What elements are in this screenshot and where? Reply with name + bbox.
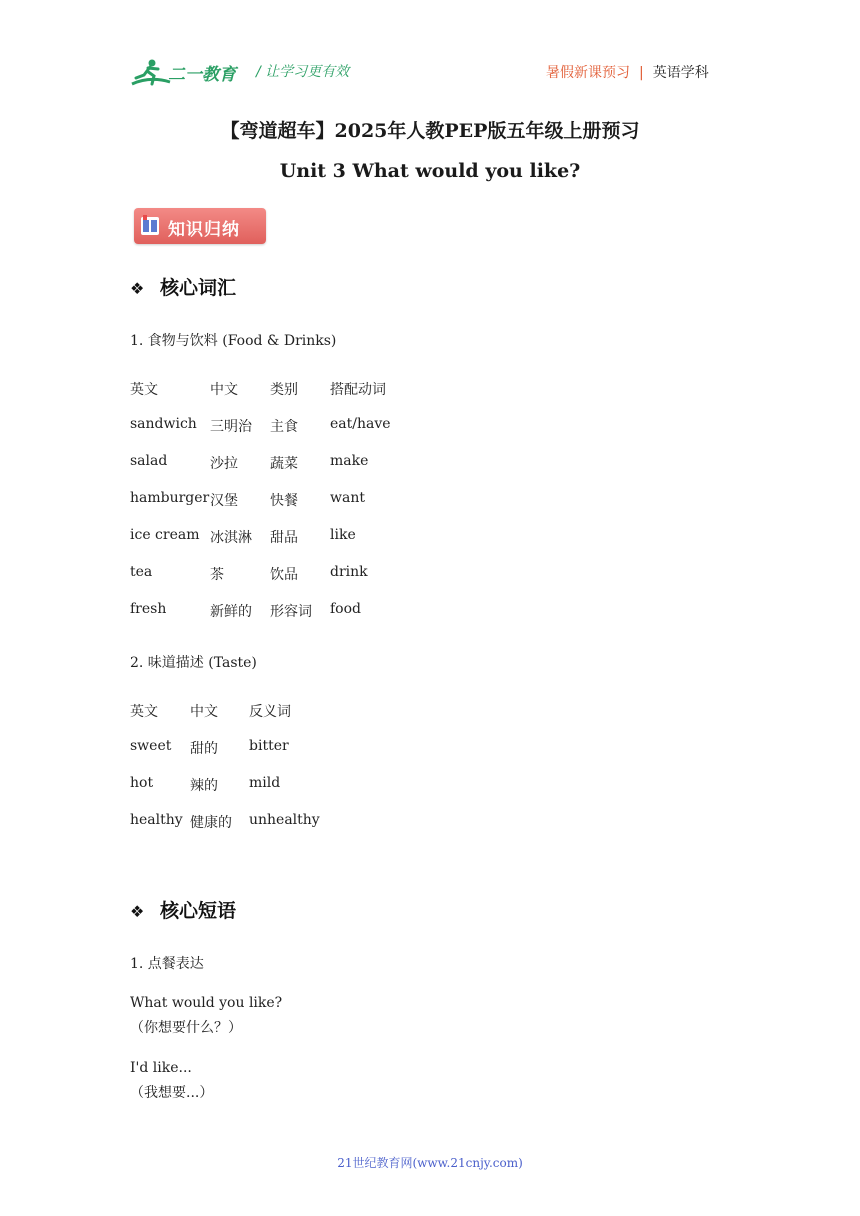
phrase-question-translation: （你想要什么？） [130, 1020, 242, 1036]
table-cell: eat/have [330, 416, 391, 432]
table-cell: 汉堡 [210, 493, 238, 509]
table-cell: fresh [130, 601, 167, 617]
runner-logo-icon [130, 56, 242, 90]
table-cell: sweet [130, 738, 172, 754]
table-cell: 甜的 [190, 741, 218, 757]
table-header-cell: 英文 [130, 382, 158, 398]
logo-text: 二一教育 [168, 65, 236, 85]
table-cell: make [330, 453, 369, 469]
page-title: 【弯道超车】2025年人教PEP版五年级上册预习 [220, 120, 640, 142]
table-cell: 健康的 [190, 815, 232, 831]
table-cell: 茶 [210, 567, 224, 583]
table-cell: like [330, 527, 356, 543]
table-cell: 冰淇淋 [210, 530, 252, 546]
table-cell: unhealthy [249, 812, 320, 828]
phrase-answer: I'd like... [130, 1060, 192, 1076]
section-heading-phrases [130, 896, 236, 923]
table-cell: sandwich [130, 416, 197, 432]
table-cell: 主食 [270, 419, 298, 435]
table-cell: mild [249, 775, 281, 791]
diamond-bullet-icon: ❖ [130, 902, 145, 921]
table-cell: 新鲜的 [210, 604, 252, 620]
table-cell: food [330, 601, 362, 617]
header-divider: | [639, 65, 644, 81]
table-cell: 快餐 [270, 493, 298, 509]
table-cell: 饮品 [270, 567, 298, 583]
table-cell: tea [130, 564, 153, 580]
header-course: 暑假新课预习 [546, 65, 630, 81]
subheading-ordering: 1. 点餐表达 [130, 956, 204, 972]
section-title: 核心短语 [160, 900, 237, 922]
table-header-cell: 中文 [210, 382, 238, 398]
subheading-food-drinks: 1. 食物与饮料 (Food & Drinks) [130, 333, 337, 349]
table-cell: 三明治 [210, 419, 252, 435]
table-header-cell: 反义词 [249, 704, 291, 720]
diamond-bullet-icon: ❖ [130, 279, 145, 298]
table-header-cell: 搭配动词 [330, 382, 386, 398]
header-right [546, 62, 709, 82]
table-cell: drink [330, 564, 368, 580]
logo [130, 56, 242, 90]
table-cell: hot [130, 775, 154, 791]
badge-label: 知识归纳 [168, 220, 240, 240]
section-heading-vocab [130, 273, 236, 300]
table-cell: healthy [130, 812, 183, 828]
table-cell: ice cream [130, 527, 200, 543]
section-title: 核心词汇 [160, 277, 237, 299]
table-cell: hamburger [130, 490, 210, 506]
header-subject: 英语学科 [652, 65, 709, 81]
subheading-taste: 2. 味道描述 (Taste) [130, 655, 257, 671]
table-cell: 辣的 [190, 778, 218, 794]
table-cell: 甜品 [270, 530, 298, 546]
table-cell: want [330, 490, 365, 506]
page-subtitle: Unit 3 What would you like? [279, 160, 581, 182]
knowledge-badge [134, 208, 266, 244]
table-cell: salad [130, 453, 168, 469]
footer-source: 21世纪教育网(www.21cnjy.com) [337, 1156, 523, 1170]
table-cell: 形容词 [270, 604, 312, 620]
phrase-question: What would you like? [130, 995, 283, 1011]
table-cell: 蔬菜 [270, 456, 298, 472]
table-header-cell: 中文 [190, 704, 218, 720]
table-header-cell: 英文 [130, 704, 158, 720]
table-cell: bitter [249, 738, 289, 754]
slogan: / 让学习更有效 [256, 64, 350, 80]
phrase-answer-translation: （我想要...） [130, 1085, 214, 1101]
table-cell: 沙拉 [210, 456, 238, 472]
book-icon [140, 215, 160, 237]
table-header-cell: 类别 [270, 382, 298, 398]
